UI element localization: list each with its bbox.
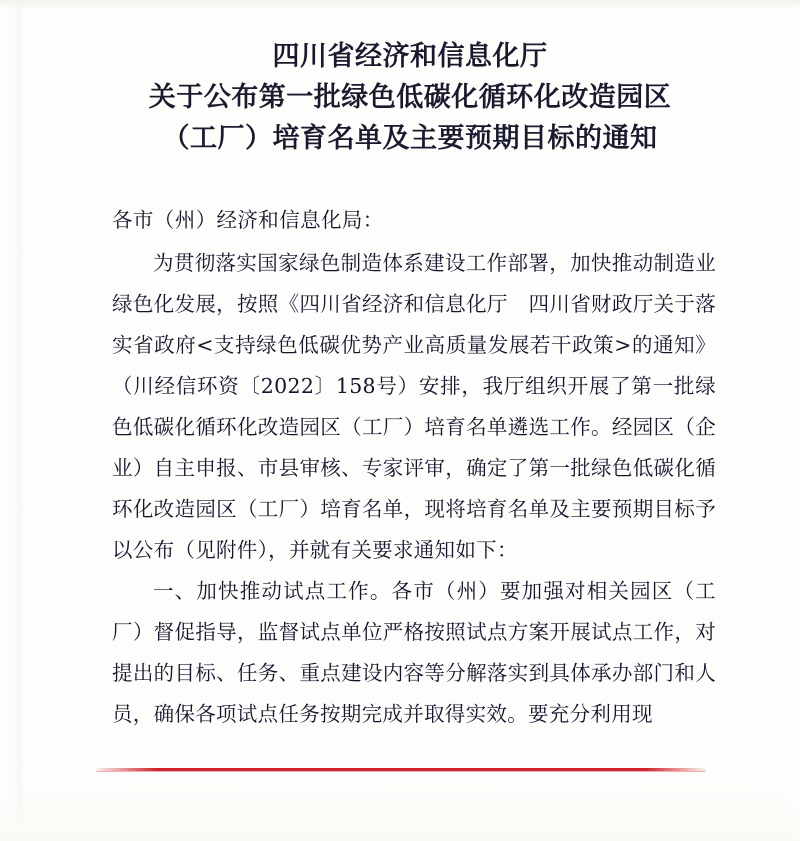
document-title-line-2: 关于公布第一批绿色低碳化循环化改造园区 <box>148 82 672 113</box>
red-divider-right-fade <box>646 768 706 771</box>
document-body <box>112 200 716 735</box>
document-title-line-1: 四川省经济和信息化厅 <box>272 41 548 72</box>
red-divider-line <box>96 768 706 771</box>
red-divider-left-fade <box>96 768 156 771</box>
document-salutation: 各市（州）经济和信息化局： <box>112 208 384 232</box>
document-title-line-3: （工厂）培育名单及主要预期目标的通知 <box>162 123 658 154</box>
document-title <box>110 36 710 159</box>
document-paragraph-2: 一、加快推动试点工作。各市（州）要加强对相关园区（工厂）督促指导，监督试点单位严格按照试点方案开展试点工作，对提出的目标、任务、重点建设内容等分解落实到具体承办部门和人员，确保各项试点任务按期完成并取得实效。要充分利用现 <box>112 579 716 726</box>
document-paragraph-1: 为贯彻落实国家绿色制造体系建设工作部署，加快推动制造业绿色化发展，按照《四川省经济和信息化厅 四川省财政厅关于落实省政府<支持绿色低碳优势产业高质量发展若干政策>的通知》（川经信环资〔2022〕158号）安排，我厅组织开展了第一批绿色低碳化循环化改造园区（工厂）培育名单遴选工作。经园区（企业）自主申报、市县审核、专家评审，确定了第一批绿色低碳化循环化改造园区（工厂）培育名单，现将培育名单及主要预期目标予以公布（见附件），并就有关要求通知如下： <box>112 251 716 562</box>
